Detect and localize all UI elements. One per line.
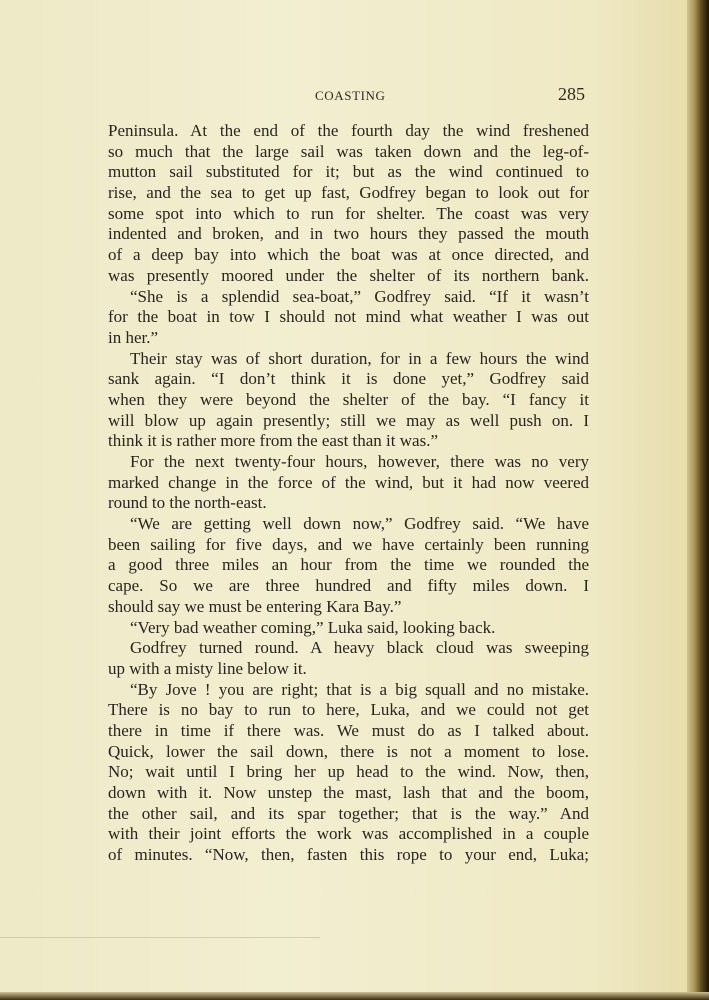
text-line: was presently moored under the shelter of its northern bank. <box>108 265 589 285</box>
text-line: some spot into which to run for shelter. The coast was very <box>108 203 589 223</box>
text-line: when they were beyond the shelter of the bay. “I fancy it <box>108 389 589 409</box>
text-line: should say we must be entering Kara Bay.” <box>108 596 402 616</box>
running-title: COASTING <box>315 88 386 103</box>
text-line: No; wait until I bring her up head to the wind. Now, then, <box>108 762 589 782</box>
text-line: “She is a splendid sea-boat,” Godfrey said. “If it wasn’t <box>130 286 589 306</box>
text-line: in her.” <box>108 327 159 347</box>
text-line: down with it. Now unstep the mast, lash that and the boom, <box>108 783 589 802</box>
page-header <box>0 84 697 108</box>
text-line: will blow up again presently; still we may as well push on. I <box>108 410 589 430</box>
page-number: 285 <box>558 84 585 104</box>
text-line: mutton sail substituted for it; but as the wind continued to <box>108 162 589 182</box>
faint-line-mark <box>0 937 320 938</box>
text-line: rise, and the sea to get up fast, Godfrey began to look out for <box>108 183 589 203</box>
text-line: of a deep bay into which the boat was at once directed, and <box>108 245 589 265</box>
text-line: so much that the large sail was taken down and the leg-of- <box>108 141 589 161</box>
body-text <box>108 121 589 866</box>
book-spine-edge <box>687 0 709 1000</box>
text-line: “Very bad weather coming,” Luka said, looking back. <box>130 617 496 637</box>
text-line: round to the north-east. <box>108 493 267 513</box>
text-line: for the boat in tow I should not mind what weather I was out <box>108 307 589 327</box>
text-line: with their joint efforts the work was accomplished in a couple <box>108 824 589 844</box>
text-line: a good three miles an hour from the time we rounded the <box>108 555 589 575</box>
text-line: indented and broken, and in two hours they passed the mouth <box>108 224 589 244</box>
text-line: There is no bay to run to here, Luka, and we could not get <box>108 700 589 720</box>
text-line: Peninsula. At the end of the fourth day the wind freshened <box>108 121 589 140</box>
text-line: sank again. “I don’t think it is done yet,” Godfrey said <box>108 369 589 389</box>
text-line: Quick, lower the sail down, there is not a moment to lose. <box>108 741 589 761</box>
text-line: “By Jove ! you are right; that is a big squall and no mistake. <box>130 679 589 699</box>
text-line: For the next twenty-four hours, however, there was no very <box>130 452 589 471</box>
page-bottom-edge <box>0 992 709 1000</box>
text-line: up with a misty line below it. <box>108 658 307 678</box>
text-line: the other sail, and its spar together; that is the way.” And <box>108 803 589 823</box>
text-line: been sailing for five days, and we have certainly been running <box>108 534 589 554</box>
text-line: there in time if there was. We must do as I talked about. <box>108 720 589 740</box>
text-line: marked change in the force of the wind, but it had now veered <box>108 472 589 492</box>
text-line: Their stay was of short duration, for in a few hours the wind <box>130 348 589 368</box>
text-line: think it is rather more from the east than it was.” <box>108 431 438 451</box>
text-line: of minutes. “Now, then, fasten this rope to your end, Luka; <box>108 845 589 865</box>
text-line: Godfrey turned round. A heavy black cloud was sweeping <box>130 638 589 658</box>
text-line: cape. So we are three hundred and fifty miles down. I <box>108 576 589 596</box>
text-line: “We are getting well down now,” Godfrey said. “We have <box>130 514 589 534</box>
